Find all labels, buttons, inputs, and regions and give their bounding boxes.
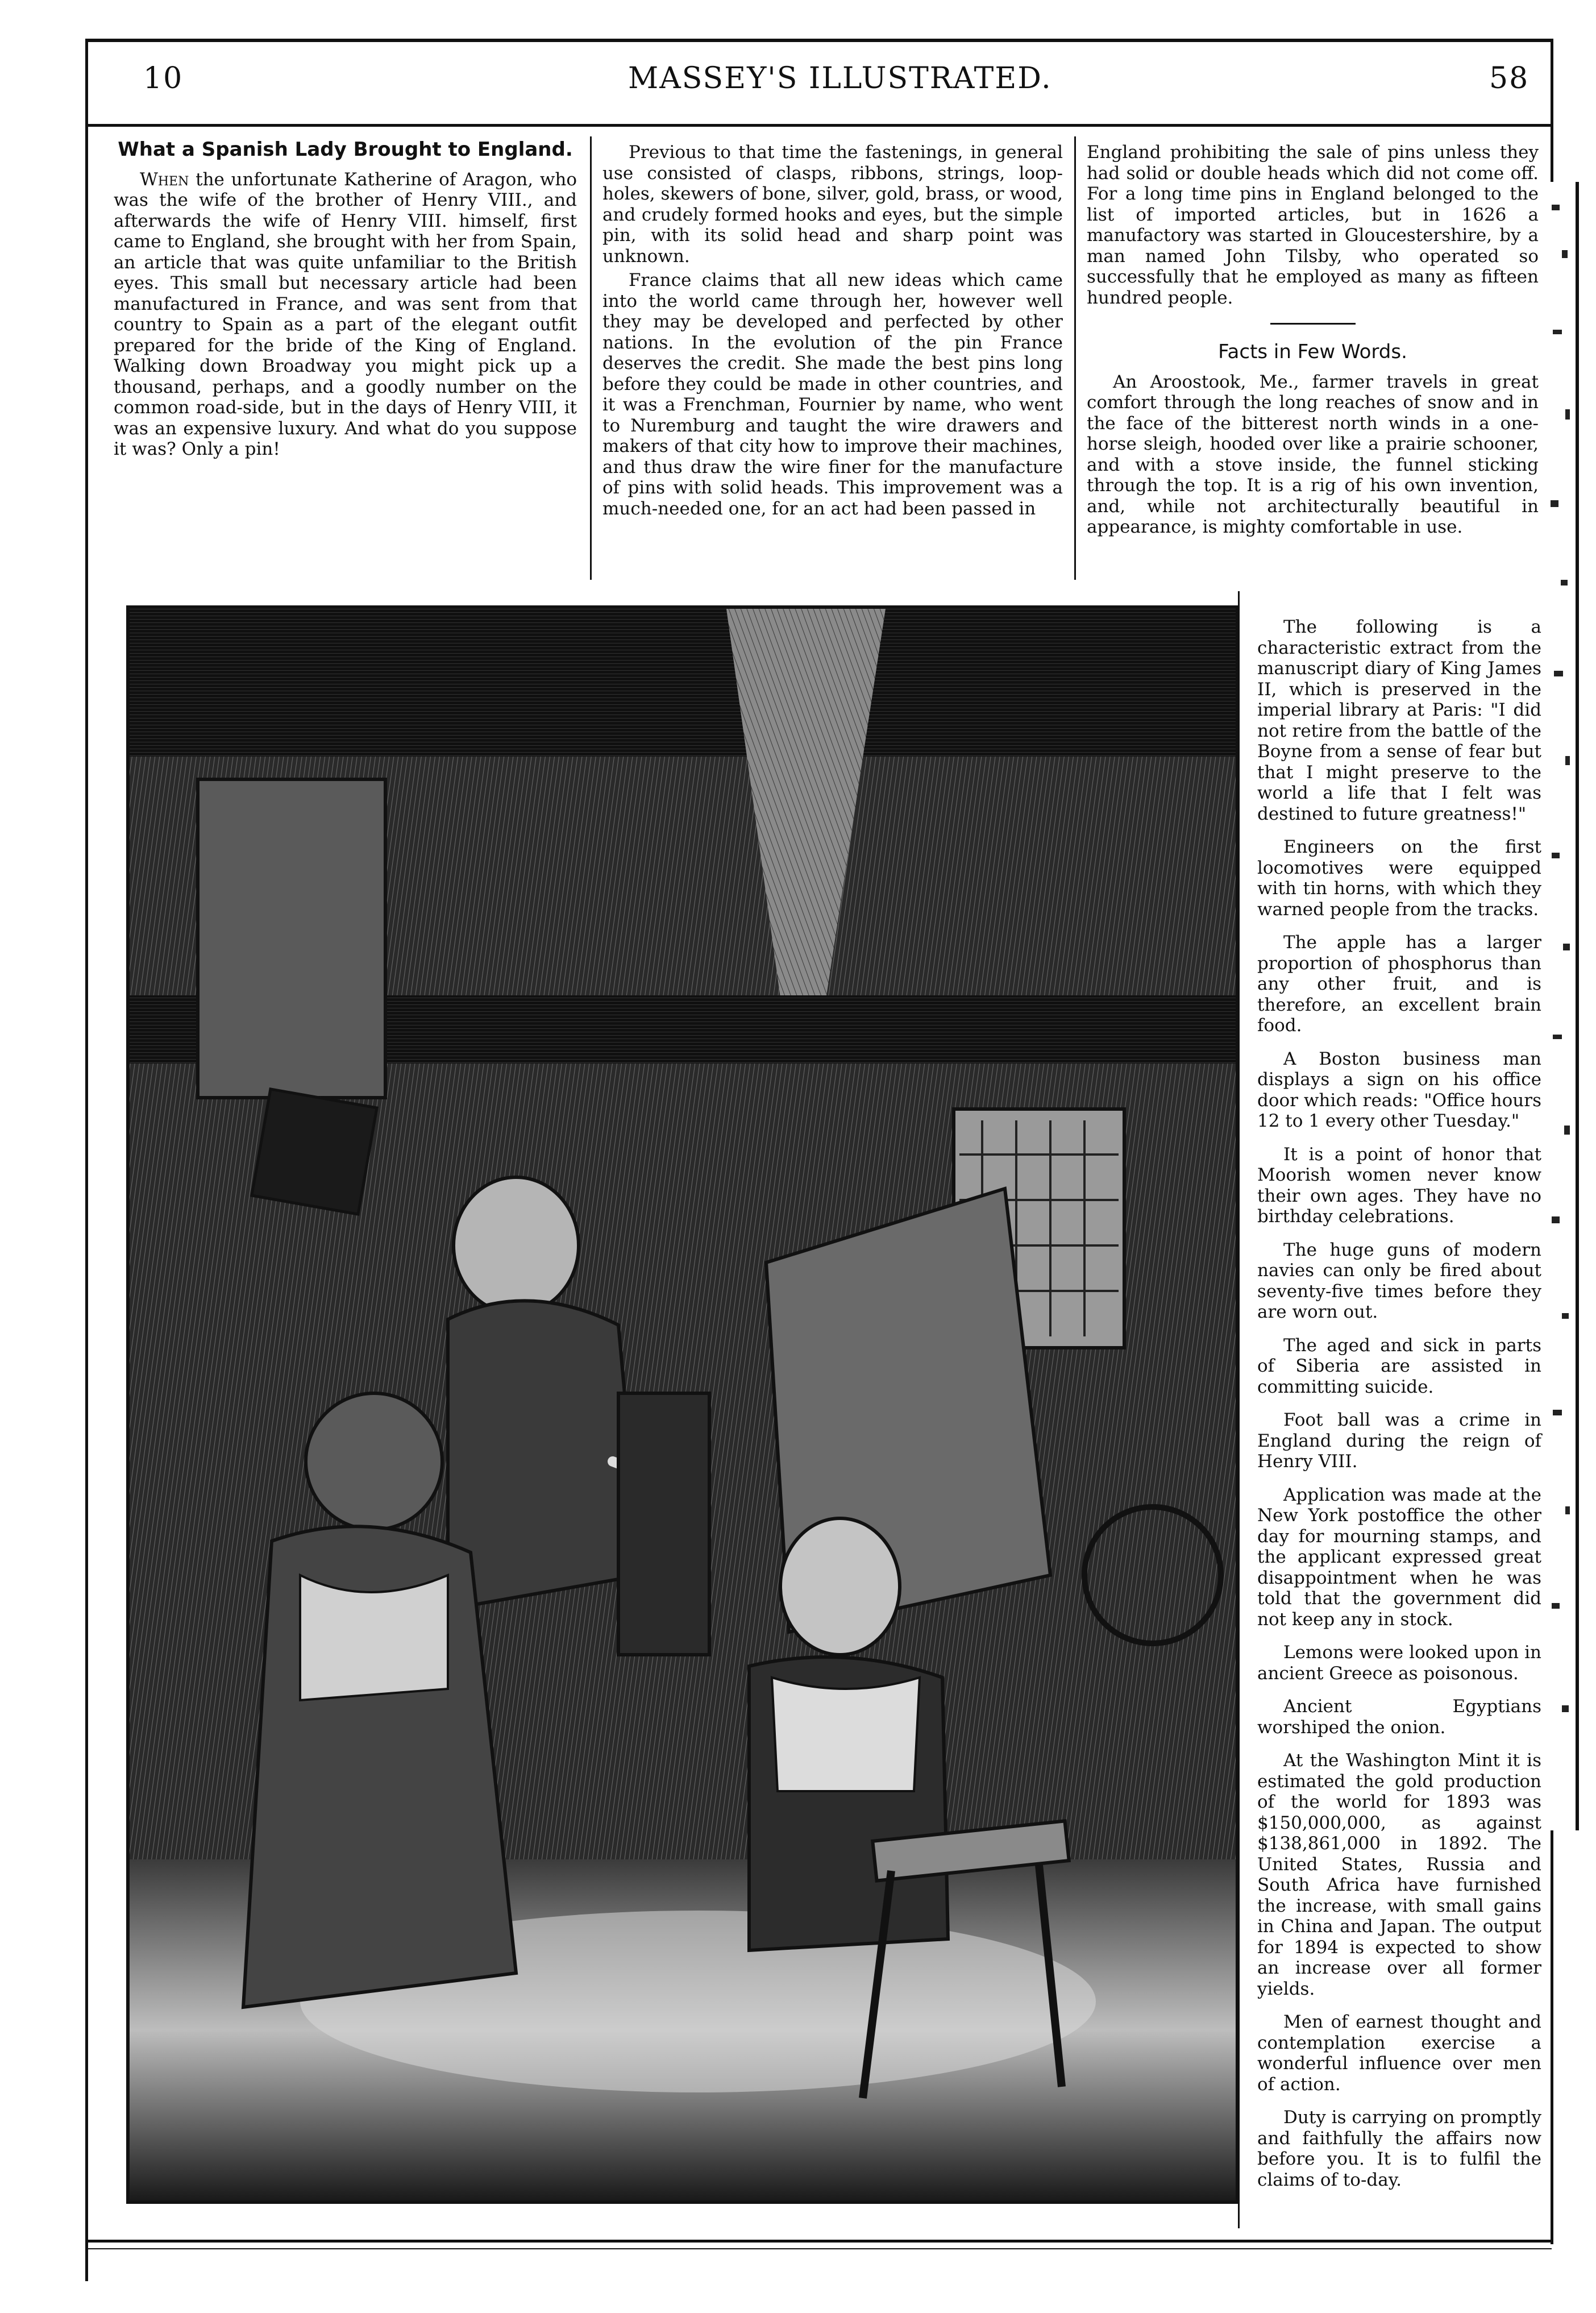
section-rule bbox=[1270, 323, 1356, 325]
article-heading: What a Spanish Lady Brought to England. bbox=[118, 138, 573, 161]
article-paragraph: France claims that all new ideas which came into the world came through her, however well they may be developed and perfected by other nations. In the evolution of the pin France deserves the credit. She made the best pins long before they could be made in other countries, and it was a Frenchman, Fournier by name, who went to Nuremburg and taught the wire drawers and makers of that city how to improve their machines, and thus draw the wire finer for the manufacture of pins with solid heads. This improvement was a much-needed one, for an act had been passed in bbox=[602, 270, 1063, 519]
fact-item: An Aroostook, Me., farmer travels in great comfort through the long reaches of snow and in the face of the bitterest north winds in a one-horse sleigh, hooded over like a prairie schooner, and with a stove inside, the funnel sticking through the top. It is a rig of his own invention, and, while not architecturally beautiful in appearance, is mighty comfortable in use. bbox=[1087, 371, 1539, 537]
fact-item: A Boston business man displays a sign on his office door which reads: "Office hours 12 to 1 every other Tuesday." bbox=[1257, 1048, 1541, 1131]
fact-item: At the Washington Mint it is estimated the gold production of the world for 1893 was $150,000,000, as against $138,861,000 in 1892. The United States, Russia and South Africa have furnished the increase, with small gains in China and Japan. The output for 1894 is expected to show an increase over all former yields. bbox=[1257, 1750, 1541, 1999]
masthead-title: MASSEY'S ILLUSTRATED. bbox=[628, 61, 1052, 95]
workshop-scene-icon bbox=[130, 609, 1236, 2200]
top-rule bbox=[85, 39, 1552, 42]
article-text: the unfortunate Katherine of Aragon, who was the wife of the brother of Henry VIII., and afterwards the wife of Henry VIII. himself, first came to England, she brought with her from Spain, an article that was quite unfamiliar to the British eyes. This small but necessary article had been manufactured in France, and was sent from that country to Spain as a part of the elegant outfit prepared for the bride of the King of England. Walking down Broadway you might pick up a thousand, perhaps, and a goodly number on the common road-side, but in the days of Henry VIII, it was an expensive luxury. And what do you suppose it was? Only a pin! bbox=[114, 169, 577, 459]
fact-item: Duty is carrying on promptly and faithfully the affairs now before you. It is to fulfil the claims of to-day. bbox=[1257, 2107, 1541, 2190]
fact-item: The apple has a larger proportion of phosphorus than any other fruit, and is therefore, an excellent brain food. bbox=[1257, 932, 1541, 1036]
fact-item: The aged and sick in parts of Siberia are assisted in committing suicide. bbox=[1257, 1335, 1541, 1397]
facts-heading: Facts in Few Words. bbox=[1218, 340, 1407, 363]
page-number-right: 58 bbox=[1489, 61, 1530, 95]
bottom-rule bbox=[85, 2240, 1552, 2243]
fact-item: Lemons were looked upon in ancient Greece as poisonous. bbox=[1257, 1642, 1541, 1684]
article-paragraph: Previous to that time the fastenings, in general use consisted of clasps, ribbons, strings, loop-holes, skewers of bone, silver, gold, brass, or wood, and crudely formed hooks and eyes, but the simple pin, with its solid head and sharp point was unknown. bbox=[602, 142, 1063, 267]
drop-word: When bbox=[140, 169, 189, 190]
facts-column bbox=[1257, 617, 1541, 2203]
fact-item: Foot ball was a crime in England during the reign of Henry VIII. bbox=[1257, 1410, 1541, 1472]
column-2 bbox=[602, 142, 1063, 522]
fact-item: Men of earnest thought and contemplation exercise a wonderful influence over men of action. bbox=[1257, 2012, 1541, 2095]
column-3 bbox=[1087, 142, 1539, 550]
column-divider-2 bbox=[1074, 136, 1076, 580]
fact-item: Ancient Egyptians worshiped the onion. bbox=[1257, 1696, 1541, 1738]
fact-item: It is a point of honor that Moorish women never know their own ages. They have no birthday celebrations. bbox=[1257, 1144, 1541, 1227]
header-rule bbox=[85, 124, 1552, 127]
left-frame bbox=[85, 39, 88, 2281]
fact-item: Engineers on the first locomotives were equipped with tin horns, with which they warned people from the tracks. bbox=[1257, 837, 1541, 920]
article-paragraph: England prohibiting the sale of pins unless they had solid or double heads which did not come off. For a long time pins in England belonged to the list of imported articles, but in 1626 a manufactory was started in Gloucestershire, by a man named John Tilsby, who operated so successfully that he employed as many as fifteen hundred people. bbox=[1087, 142, 1539, 308]
column-divider-1 bbox=[590, 136, 592, 580]
bottom-rule-thin bbox=[85, 2248, 1552, 2249]
adjacent-page-edge-icon bbox=[1548, 182, 1582, 1830]
page-number-left: 10 bbox=[143, 61, 184, 95]
engraving-illustration bbox=[126, 605, 1239, 2204]
column-1 bbox=[114, 139, 577, 463]
article-paragraph bbox=[114, 169, 577, 460]
fact-item: The following is a characteristic extract from the manuscript diary of King James II, which is preserved in the imperial library at Paris: "I did not retire from the battle of the Boyne from a sense of fear but that I might preserve to the world a life that I felt was destined to future greatness!" bbox=[1257, 617, 1541, 824]
fact-item: The huge guns of modern navies can only be fired about seventy-five times before they are worn out. bbox=[1257, 1239, 1541, 1322]
fact-item: Application was made at the New York postoffice the other day for mourning stamps, and the applicant expressed great disappointment when he was told that the government did not keep any in stock. bbox=[1257, 1484, 1541, 1630]
